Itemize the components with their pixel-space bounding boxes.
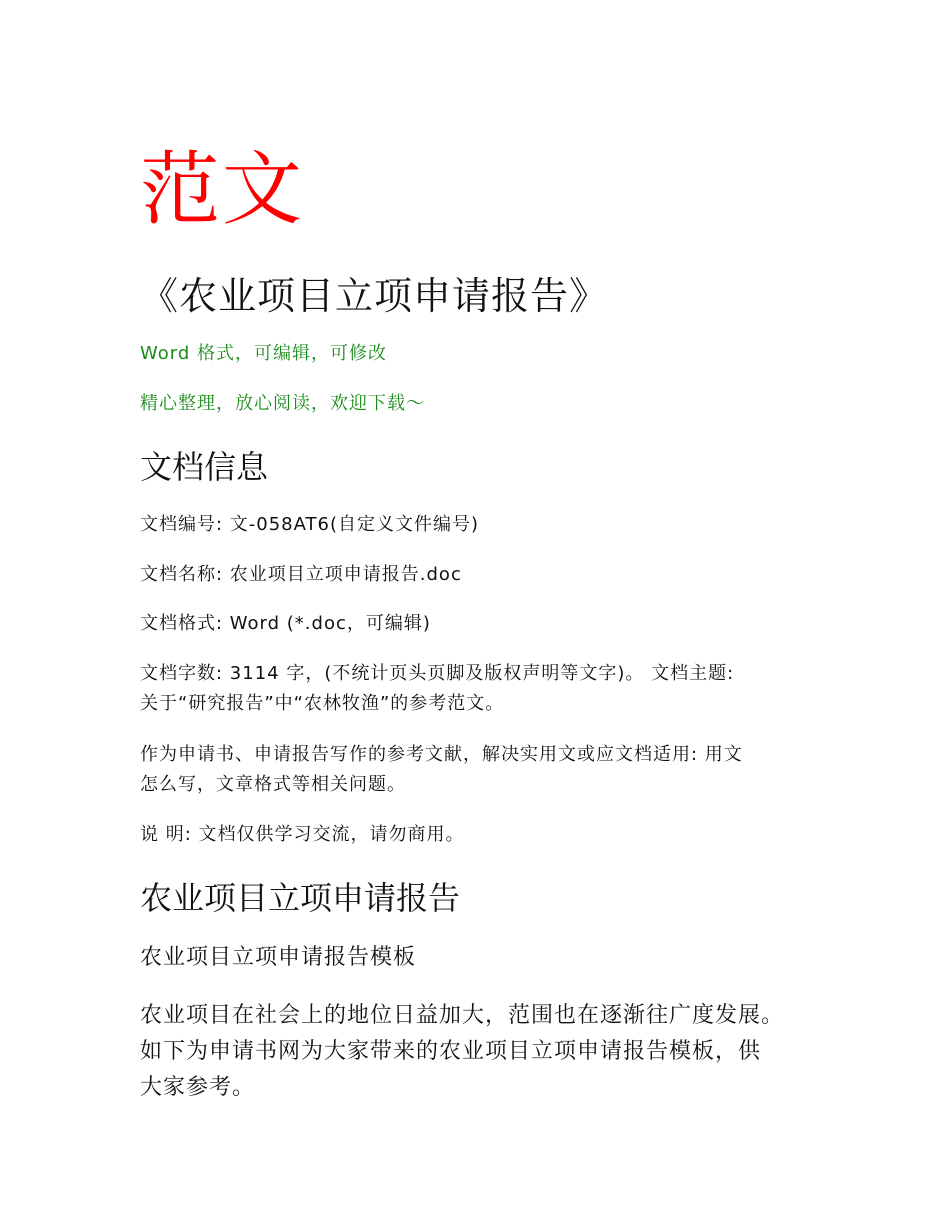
body-line-3: 大家参考。: [140, 1075, 256, 1100]
doc-words-paragraph: [140, 659, 734, 719]
info-heading: 文档信息: [140, 448, 269, 486]
usage-paragraph: [140, 740, 743, 800]
tagline-editable: Word 格式，可编辑，可修改: [140, 343, 387, 364]
doc-name: 文档名称: 农业项目立项申请报告.doc: [140, 564, 462, 585]
report-heading: 农业项目立项申请报告: [140, 879, 461, 917]
doc-words-line: 文档字数: 3114 字，(不统计页头页脚及版权声明等文字)。 文档主题:: [140, 663, 735, 684]
doc-format: 文档格式: Word (*.doc，可编辑): [140, 613, 431, 634]
body-line-1: 农业项目在社会上的地位日益加大，范围也在逐渐往广度发展。: [140, 1003, 785, 1028]
usage-line-1: 作为申请书、申请报告写作的参考文献，解决实用文或应文档适用: 用文: [140, 744, 743, 765]
document-title: 《农业项目立项申请报告》: [140, 274, 609, 318]
usage-line-2: 怎么写，文章格式等相关问题。: [140, 774, 406, 795]
tagline-download: 精心整理，放心阅读，欢迎下载～: [140, 393, 425, 414]
report-subheading: 农业项目立项申请报告模板: [140, 945, 417, 970]
body-line-2: 如下为申请书网为大家带来的农业项目立项申请报告模板，供: [140, 1039, 762, 1064]
doc-number: 文档编号: 文-058AT6(自定义文件编号): [140, 514, 480, 535]
body-paragraph: [140, 998, 784, 1106]
note-line: 说 明: 文档仅供学习交流，请勿商用。: [140, 824, 465, 845]
big-title: 范文: [140, 143, 304, 236]
doc-topic-line: 关于“研究报告”中“农林牧渔”的参考范文。: [140, 693, 505, 714]
